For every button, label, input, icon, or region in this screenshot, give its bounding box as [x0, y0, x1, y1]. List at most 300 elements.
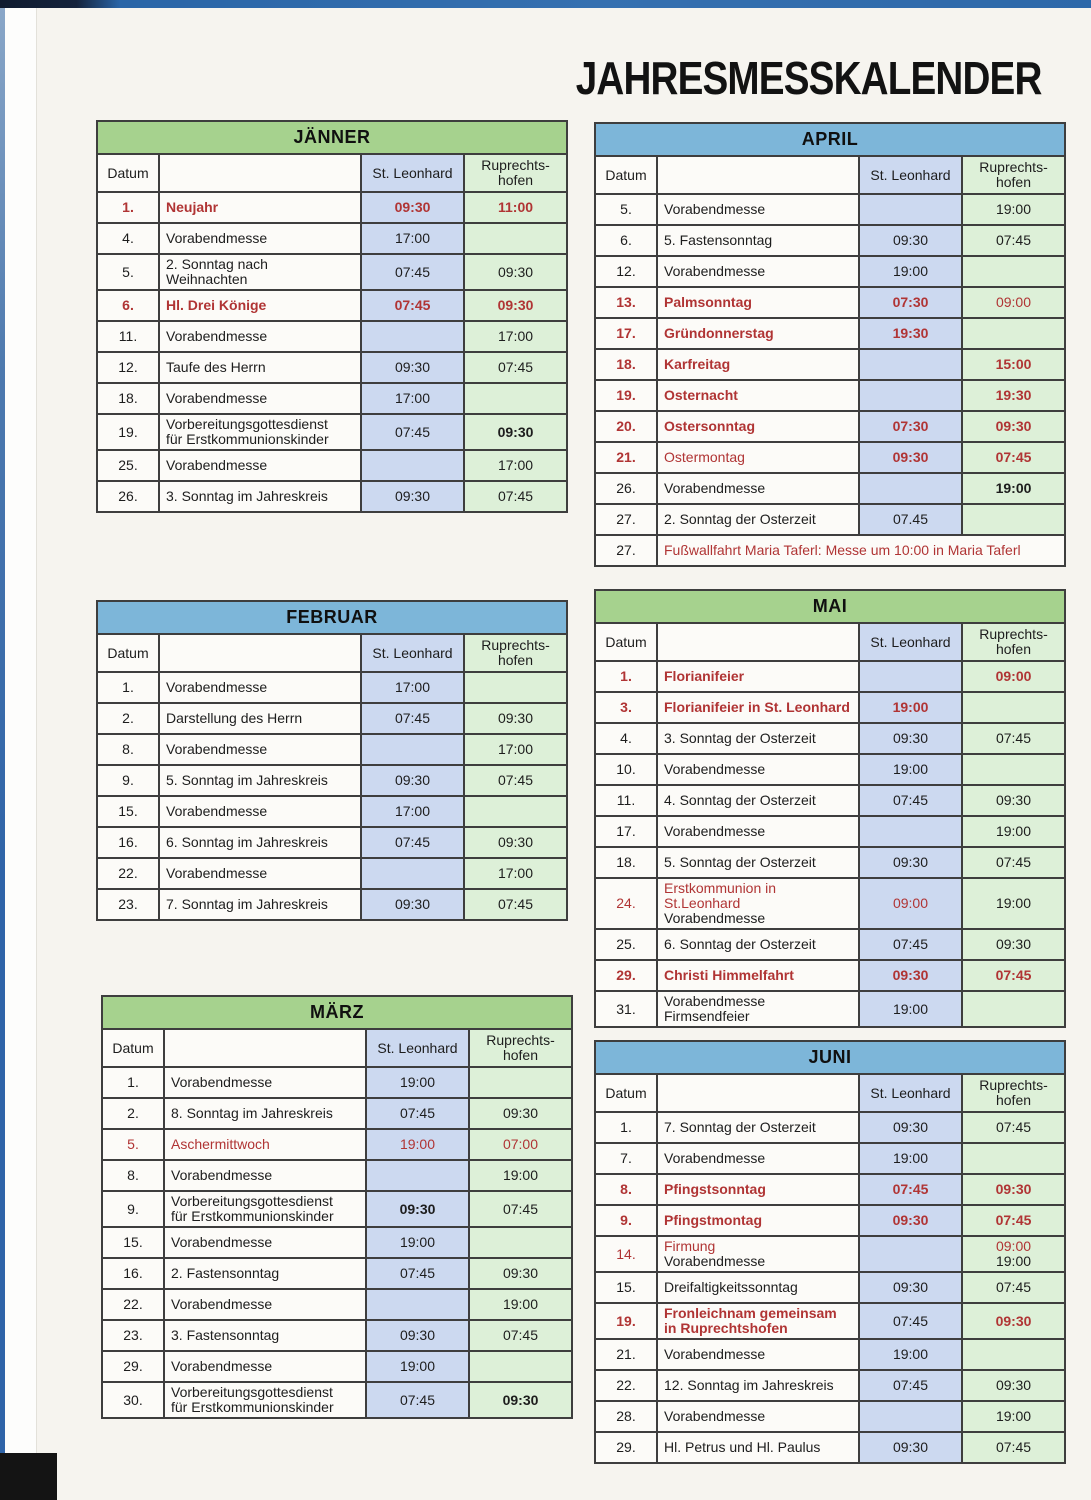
table-row [97, 383, 567, 414]
time-cell-st-leonhard: 19:00 [366, 1129, 469, 1160]
column-header-ruprechtshofen: Ruprechts- hofen [469, 1029, 572, 1067]
table-row [595, 1272, 1065, 1303]
event-cell: 8. Sonntag im Jahreskreis [164, 1098, 366, 1129]
event-cell: Vorabendmesse [657, 194, 859, 225]
event-cell: 7. Sonntag im Jahreskreis [159, 889, 361, 920]
table-row [97, 352, 567, 383]
scan-edge-left-strip [0, 8, 5, 1455]
time-cell-st-leonhard: 17:00 [361, 672, 464, 703]
date-cell: 1. [595, 1112, 657, 1143]
time-cell-st-leonhard: 09:00 [859, 878, 962, 929]
time-cell-st-leonhard [361, 858, 464, 889]
time-cell-st-leonhard: 19:00 [366, 1351, 469, 1382]
time-cell-ruprechtshofen: 17:00 [464, 321, 567, 352]
date-cell: 3. [595, 692, 657, 723]
table-row [102, 1129, 572, 1160]
date-cell: 22. [102, 1289, 164, 1320]
date-cell: 4. [595, 723, 657, 754]
time-cell-st-leonhard: 09:30 [859, 1432, 962, 1463]
table-row [595, 1112, 1065, 1143]
table-row [595, 442, 1065, 473]
date-cell: 2. [97, 703, 159, 734]
time-cell-ruprechtshofen [962, 318, 1065, 349]
time-cell-ruprechtshofen: 07:45 [962, 1205, 1065, 1236]
column-header-event-empty [159, 634, 361, 672]
time-cell-st-leonhard [361, 734, 464, 765]
event-cell: 7. Sonntag der Osterzeit [657, 1112, 859, 1143]
date-cell: 12. [97, 352, 159, 383]
time-cell-st-leonhard: 07:30 [859, 287, 962, 318]
month-table [594, 589, 1066, 1028]
date-cell: 1. [97, 672, 159, 703]
date-cell: 1. [97, 192, 159, 223]
event-cell: Karfreitag [657, 349, 859, 380]
table-row [97, 672, 567, 703]
date-cell: 22. [595, 1370, 657, 1401]
date-cell: 28. [595, 1401, 657, 1432]
event-cell: Vorabendmesse [164, 1227, 366, 1258]
time-cell-ruprechtshofen: 17:00 [464, 734, 567, 765]
event-cell: Vorabendmesse [657, 473, 859, 504]
table-row [102, 1191, 572, 1227]
table-row [595, 692, 1065, 723]
date-cell: 30. [102, 1382, 164, 1418]
table-row [102, 1227, 572, 1258]
date-cell: 6. [595, 225, 657, 256]
time-cell-st-leonhard: 09:30 [859, 225, 962, 256]
table-row [595, 194, 1065, 225]
month-table [96, 600, 568, 921]
month-table [594, 1040, 1066, 1464]
month-table-juni [594, 1040, 1064, 1464]
time-cell-st-leonhard: 17:00 [361, 796, 464, 827]
time-cell-ruprechtshofen: 09:30 [464, 414, 567, 450]
time-cell-ruprechtshofen: 09:30 [464, 290, 567, 321]
table-row [97, 321, 567, 352]
column-header-event-empty [159, 154, 361, 192]
time-cell-ruprechtshofen: 09:00 19:00 [962, 1236, 1065, 1272]
time-cell-ruprechtshofen: 09:30 [962, 785, 1065, 816]
time-cell-ruprechtshofen [469, 1227, 572, 1258]
time-cell-ruprechtshofen [962, 754, 1065, 785]
event-cell: 2. Fastensonntag [164, 1258, 366, 1289]
time-cell-ruprechtshofen: 19:00 [962, 878, 1065, 929]
date-cell: 11. [97, 321, 159, 352]
time-cell-st-leonhard: 07:45 [361, 827, 464, 858]
time-cell-ruprechtshofen [469, 1067, 572, 1098]
time-cell-st-leonhard: 19:00 [366, 1067, 469, 1098]
date-cell: 15. [97, 796, 159, 827]
column-header-st-leonhard: St. Leonhard [361, 154, 464, 192]
month-table-februar [96, 600, 566, 921]
table-row [97, 703, 567, 734]
time-cell-st-leonhard: 17:00 [361, 223, 464, 254]
table-row [595, 991, 1065, 1027]
table-row [595, 1303, 1065, 1339]
time-cell-ruprechtshofen: 09:30 [962, 929, 1065, 960]
column-header-event-empty [657, 623, 859, 661]
table-row [102, 1098, 572, 1129]
time-cell-ruprechtshofen: 07:45 [464, 889, 567, 920]
time-cell-ruprechtshofen: 19:30 [962, 380, 1065, 411]
event-cell: Vorabendmesse [159, 672, 361, 703]
table-row [102, 1382, 572, 1418]
table-row [595, 1236, 1065, 1272]
time-cell-st-leonhard: 19:00 [859, 256, 962, 287]
time-cell-ruprechtshofen: 07:45 [962, 960, 1065, 991]
time-cell-st-leonhard: 09:30 [859, 847, 962, 878]
date-cell: 8. [102, 1160, 164, 1191]
date-cell: 16. [102, 1258, 164, 1289]
event-cell: 2. Sonntag nach Weihnachten [159, 254, 361, 290]
event-cell: Vorabendmesse [657, 256, 859, 287]
date-cell: 18. [97, 383, 159, 414]
time-cell-st-leonhard [859, 661, 962, 692]
table-row [97, 254, 567, 290]
event-cell: Vorabendmesse [164, 1289, 366, 1320]
time-cell-st-leonhard: 19:00 [859, 1339, 962, 1370]
time-cell-ruprechtshofen: 19:00 [469, 1289, 572, 1320]
time-cell-ruprechtshofen: 07:45 [469, 1320, 572, 1351]
date-cell: 22. [97, 858, 159, 889]
date-cell: 13. [595, 287, 657, 318]
time-cell-ruprechtshofen: 19:00 [962, 194, 1065, 225]
time-cell-st-leonhard: 07:45 [859, 1370, 962, 1401]
time-cell-st-leonhard [859, 380, 962, 411]
table-row [595, 411, 1065, 442]
event-cell: Florianifeier [657, 661, 859, 692]
table-row [595, 960, 1065, 991]
event-cell: Vorabendmesse [159, 383, 361, 414]
date-cell: 26. [595, 473, 657, 504]
time-cell-ruprechtshofen: 09:30 [962, 1174, 1065, 1205]
date-cell: 31. [595, 991, 657, 1027]
time-cell-ruprechtshofen [962, 504, 1065, 535]
time-cell-ruprechtshofen: 19:00 [962, 816, 1065, 847]
time-cell-ruprechtshofen [469, 1351, 572, 1382]
event-cell: Vorabendmesse [657, 816, 859, 847]
date-cell: 25. [97, 450, 159, 481]
event-cell: Vorabendmesse [159, 450, 361, 481]
event-cell: Osternacht [657, 380, 859, 411]
date-cell: 17. [595, 318, 657, 349]
time-cell-ruprechtshofen: 09:30 [464, 827, 567, 858]
event-cell: Fußwallfahrt Maria Taferl: Messe um 10:00 in Maria Taferl [657, 535, 1065, 566]
time-cell-ruprechtshofen: 09:30 [962, 1303, 1065, 1339]
date-cell: 19. [595, 380, 657, 411]
date-cell: 7. [595, 1143, 657, 1174]
event-cell: 6. Sonntag der Osterzeit [657, 929, 859, 960]
time-cell-st-leonhard: 07:45 [859, 785, 962, 816]
time-cell-ruprechtshofen: 07:00 [469, 1129, 572, 1160]
table-row [595, 1205, 1065, 1236]
time-cell-st-leonhard: 07:45 [366, 1098, 469, 1129]
event-cell: Pfingstmontag [657, 1205, 859, 1236]
date-cell: 29. [102, 1351, 164, 1382]
table-row [595, 1174, 1065, 1205]
time-cell-ruprechtshofen: 09:00 [962, 287, 1065, 318]
table-row [102, 1258, 572, 1289]
table-row [97, 827, 567, 858]
time-cell-ruprechtshofen: 07:45 [962, 723, 1065, 754]
table-row [595, 473, 1065, 504]
table-row [102, 1067, 572, 1098]
event-cell: Erstkommunion in St.Leonhard Vorabendmesse [657, 878, 859, 929]
table-row [97, 414, 567, 450]
table-row [595, 929, 1065, 960]
event-cell: Vorabendmesse [159, 734, 361, 765]
column-header-ruprechtshofen: Ruprechts- hofen [962, 1074, 1065, 1112]
month-table-april [594, 122, 1064, 567]
time-cell-st-leonhard: 19:00 [859, 692, 962, 723]
event-cell: Christi Himmelfahrt [657, 960, 859, 991]
table-row [595, 1432, 1065, 1463]
time-cell-st-leonhard: 09:30 [366, 1320, 469, 1351]
date-cell: 26. [97, 481, 159, 512]
event-cell: Palmsonntag [657, 287, 859, 318]
time-cell-ruprechtshofen: 09:30 [469, 1382, 572, 1418]
month-title: JÄNNER [97, 121, 567, 154]
event-cell: Hl. Petrus und Hl. Paulus [657, 1432, 859, 1463]
time-cell-st-leonhard: 09:30 [859, 960, 962, 991]
column-header-st-leonhard: St. Leonhard [366, 1029, 469, 1067]
time-cell-ruprechtshofen: 09:00 [962, 661, 1065, 692]
table-row [595, 878, 1065, 929]
time-cell-ruprechtshofen [464, 383, 567, 414]
date-cell: 29. [595, 1432, 657, 1463]
month-table [96, 120, 568, 513]
date-cell: 5. [102, 1129, 164, 1160]
month-table-maerz [101, 995, 569, 1419]
month-title: APRIL [595, 123, 1065, 156]
table-row [595, 1370, 1065, 1401]
event-cell: Neujahr [159, 192, 361, 223]
event-cell: 3. Sonntag der Osterzeit [657, 723, 859, 754]
time-cell-st-leonhard [361, 321, 464, 352]
time-cell-st-leonhard: 07:30 [859, 411, 962, 442]
date-cell: 20. [595, 411, 657, 442]
event-cell: 5. Sonntag im Jahreskreis [159, 765, 361, 796]
time-cell-st-leonhard: 07:45 [361, 414, 464, 450]
event-cell: Vorbereitungsgottesdienst für Erstkommunionskinder [159, 414, 361, 450]
table-row [97, 192, 567, 223]
event-cell: Vorabendmesse [159, 796, 361, 827]
time-cell-st-leonhard: 07:45 [361, 254, 464, 290]
time-cell-st-leonhard [366, 1160, 469, 1191]
time-cell-st-leonhard: 07:45 [361, 290, 464, 321]
table-row [595, 847, 1065, 878]
table-row [97, 796, 567, 827]
table-row [595, 816, 1065, 847]
date-cell: 18. [595, 847, 657, 878]
date-cell: 23. [97, 889, 159, 920]
date-cell: 16. [97, 827, 159, 858]
scan-edge-left-margin [0, 8, 37, 1500]
table-row [97, 734, 567, 765]
column-header-datum: Datum [97, 154, 159, 192]
event-cell: Vorabendmesse [657, 1401, 859, 1432]
column-header-st-leonhard: St. Leonhard [859, 156, 962, 194]
date-cell: 11. [595, 785, 657, 816]
event-cell: Vorabendmesse [164, 1160, 366, 1191]
table-row [595, 318, 1065, 349]
time-cell-st-leonhard: 19:00 [859, 991, 962, 1027]
table-row [595, 380, 1065, 411]
date-cell: 27. [595, 504, 657, 535]
time-cell-ruprechtshofen: 07:45 [464, 352, 567, 383]
event-cell: Vorabendmesse [159, 858, 361, 889]
date-cell: 9. [102, 1191, 164, 1227]
time-cell-ruprechtshofen: 11:00 [464, 192, 567, 223]
time-cell-ruprechtshofen: 07:45 [464, 481, 567, 512]
time-cell-st-leonhard [859, 194, 962, 225]
event-cell: Vorbereitungsgottesdienst für Erstkommunionskinder [164, 1191, 366, 1227]
table-row [97, 481, 567, 512]
time-cell-ruprechtshofen [962, 256, 1065, 287]
date-cell: 4. [97, 223, 159, 254]
page-title: JAHRESMESSKALENDER [576, 52, 1042, 104]
table-row [595, 1143, 1065, 1174]
event-cell: Vorbereitungsgottesdienst für Erstkommunionskinder [164, 1382, 366, 1418]
time-cell-ruprechtshofen: 19:00 [962, 473, 1065, 504]
date-cell: 19. [595, 1303, 657, 1339]
date-cell: 23. [102, 1320, 164, 1351]
time-cell-ruprechtshofen: 09:30 [962, 1370, 1065, 1401]
time-cell-st-leonhard: 09:30 [366, 1191, 469, 1227]
scan-edge-top [0, 0, 1091, 8]
table-row [97, 290, 567, 321]
event-cell: Dreifaltigkeitssonntag [657, 1272, 859, 1303]
date-cell: 19. [97, 414, 159, 450]
time-cell-st-leonhard: 09:30 [361, 889, 464, 920]
date-cell: 5. [97, 254, 159, 290]
time-cell-ruprechtshofen [962, 991, 1065, 1027]
event-cell: Vorabendmesse [159, 223, 361, 254]
time-cell-ruprechtshofen: 07:45 [962, 847, 1065, 878]
month-table-jaenner [96, 120, 566, 513]
time-cell-st-leonhard: 07.45 [859, 504, 962, 535]
column-header-datum: Datum [595, 623, 657, 661]
table-row [595, 1401, 1065, 1432]
month-title: FEBRUAR [97, 601, 567, 634]
date-cell: 10. [595, 754, 657, 785]
time-cell-st-leonhard: 09:30 [361, 481, 464, 512]
time-cell-st-leonhard: 07:45 [859, 1303, 962, 1339]
time-cell-ruprechtshofen [464, 223, 567, 254]
table-row [595, 661, 1065, 692]
event-cell: 6. Sonntag im Jahreskreis [159, 827, 361, 858]
column-header-datum: Datum [595, 156, 657, 194]
table-row [595, 754, 1065, 785]
month-table [101, 995, 573, 1419]
column-header-ruprechtshofen: Ruprechts- hofen [962, 623, 1065, 661]
time-cell-ruprechtshofen: 09:30 [962, 411, 1065, 442]
column-header-event-empty [657, 1074, 859, 1112]
event-cell: Firmung Vorabendmesse [657, 1236, 859, 1272]
date-cell: 2. [102, 1098, 164, 1129]
time-cell-ruprechtshofen: 07:45 [469, 1191, 572, 1227]
event-cell: Florianifeier in St. Leonhard [657, 692, 859, 723]
date-cell: 25. [595, 929, 657, 960]
month-title: MÄRZ [102, 996, 572, 1029]
time-cell-ruprechtshofen: 07:45 [962, 1432, 1065, 1463]
event-cell: Vorabendmesse [657, 1143, 859, 1174]
time-cell-ruprechtshofen: 19:00 [962, 1401, 1065, 1432]
date-cell: 15. [595, 1272, 657, 1303]
month-title: JUNI [595, 1041, 1065, 1074]
scan-edge-bottom-left-corner [0, 1453, 57, 1500]
time-cell-ruprechtshofen [962, 692, 1065, 723]
date-cell: 9. [595, 1205, 657, 1236]
time-cell-ruprechtshofen: 07:45 [464, 765, 567, 796]
time-cell-st-leonhard: 19:30 [859, 318, 962, 349]
column-header-st-leonhard: St. Leonhard [859, 623, 962, 661]
event-cell: Ostersonntag [657, 411, 859, 442]
event-cell: Vorabendmesse [159, 321, 361, 352]
date-cell: 6. [97, 290, 159, 321]
table-row [595, 535, 1065, 566]
column-header-event-empty [164, 1029, 366, 1067]
date-cell: 12. [595, 256, 657, 287]
time-cell-ruprechtshofen: 09:30 [464, 703, 567, 734]
time-cell-st-leonhard: 09:30 [361, 765, 464, 796]
time-cell-st-leonhard [361, 450, 464, 481]
time-cell-st-leonhard: 07:45 [361, 703, 464, 734]
time-cell-st-leonhard [859, 1236, 962, 1272]
date-cell: 8. [595, 1174, 657, 1205]
table-row [595, 225, 1065, 256]
event-cell: Darstellung des Herrn [159, 703, 361, 734]
event-cell: Vorabendmesse [657, 754, 859, 785]
date-cell: 27. [595, 535, 657, 566]
date-cell: 24. [595, 878, 657, 929]
event-cell: Vorabendmesse [164, 1067, 366, 1098]
table-row [595, 504, 1065, 535]
event-cell: Taufe des Herrn [159, 352, 361, 383]
time-cell-ruprechtshofen: 07:45 [962, 225, 1065, 256]
time-cell-st-leonhard: 09:30 [361, 192, 464, 223]
table-row [97, 889, 567, 920]
time-cell-ruprechtshofen: 19:00 [469, 1160, 572, 1191]
time-cell-st-leonhard: 19:00 [859, 754, 962, 785]
column-header-event-empty [657, 156, 859, 194]
time-cell-st-leonhard: 09:30 [859, 1205, 962, 1236]
column-header-ruprechtshofen: Ruprechts- hofen [962, 156, 1065, 194]
event-cell: Gründonnerstag [657, 318, 859, 349]
time-cell-st-leonhard: 09:30 [859, 723, 962, 754]
event-cell: 12. Sonntag im Jahreskreis [657, 1370, 859, 1401]
time-cell-ruprechtshofen: 09:30 [464, 254, 567, 290]
event-cell: Fronleichnam gemeinsam in Ruprechtshofen [657, 1303, 859, 1339]
time-cell-st-leonhard: 07:45 [859, 929, 962, 960]
date-cell: 15. [102, 1227, 164, 1258]
date-cell: 9. [97, 765, 159, 796]
event-cell: Vorabendmesse [657, 1339, 859, 1370]
time-cell-st-leonhard: 09:30 [859, 1272, 962, 1303]
event-cell: Ostermontag [657, 442, 859, 473]
time-cell-st-leonhard [366, 1289, 469, 1320]
date-cell: 21. [595, 1339, 657, 1370]
time-cell-st-leonhard [859, 816, 962, 847]
table-row [97, 223, 567, 254]
time-cell-st-leonhard [859, 349, 962, 380]
date-cell: 1. [102, 1067, 164, 1098]
time-cell-ruprechtshofen: 07:45 [962, 1112, 1065, 1143]
time-cell-ruprechtshofen: 09:30 [469, 1258, 572, 1289]
table-row [595, 256, 1065, 287]
time-cell-st-leonhard: 07:45 [366, 1258, 469, 1289]
event-cell: Vorabendmesse [164, 1351, 366, 1382]
